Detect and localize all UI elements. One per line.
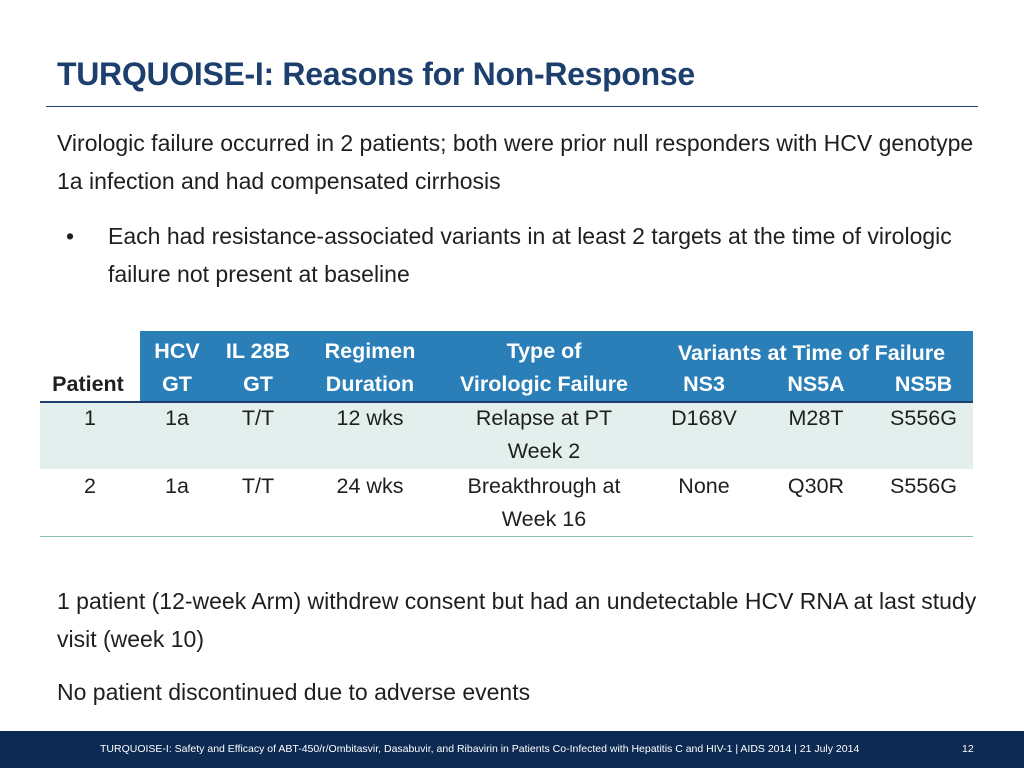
cell-il28b: T/T: [241, 474, 275, 498]
table-bottom-divider: [40, 536, 973, 537]
cell-patient: 1: [84, 406, 96, 430]
header-patient: Patient: [52, 372, 124, 396]
header-variants-group: Variants at Time of Failure: [677, 341, 946, 365]
cell-ns5a: M28T: [788, 406, 844, 430]
cell-duration: 12 wks: [336, 406, 404, 430]
cell-duration: 24 wks: [336, 474, 404, 498]
bullet-text: Each had resistance-associated variants in at least 2 targets at the time of virologic failure not present at baseline: [108, 223, 952, 287]
header-regimen-line1: Regimen: [324, 339, 416, 363]
header-ns5a: NS5A: [787, 372, 845, 396]
cell-hcv-gt: 1a: [165, 406, 189, 430]
cell-ns3: None: [678, 474, 730, 498]
header-hcv-gt-line2: GT: [162, 372, 192, 396]
header-ns5b: NS5B: [894, 372, 953, 396]
cell-ns5b: S556G: [890, 406, 957, 430]
footer-bar: [0, 731, 1024, 768]
bullet-icon: •: [66, 223, 75, 249]
cell-ns5b: S556G: [890, 474, 957, 498]
cell-hcv-gt: 1a: [165, 474, 189, 498]
header-failure-type-line2: Virologic Failure: [459, 372, 629, 396]
paragraph-virologic-failure: Virologic failure occurred in 2 patients; both were prior null responders with HCV genotype 1a infection and had compensated cirrhosis: [57, 130, 974, 194]
cell-failure-type-line1: Relapse at PT: [475, 406, 613, 430]
footer-citation: TURQUOISE-I: Safety and Efficacy of ABT-450/r/Ombitasvir, Dasabuvir, and Ribavirin in Patients Co-Infected with Hepatitis C and HIV-1 | AIDS 2014 | 21 July 2014: [100, 743, 860, 755]
cell-failure-type-line2: Week 2: [507, 439, 581, 463]
title-divider: [46, 106, 978, 107]
page-number: 12: [962, 743, 974, 755]
slide-title: TURQUOISE-I: Reasons for Non-Response: [57, 56, 695, 92]
header-failure-type-line1: Type of: [506, 339, 582, 363]
results-table: [40, 331, 973, 539]
cell-ns3: D168V: [671, 406, 737, 430]
cell-failure-type-line1: Breakthrough at: [467, 474, 621, 498]
header-regimen-line2: Duration: [325, 372, 415, 396]
paragraph-discontinuation: No patient discontinued due to adverse events: [57, 679, 531, 705]
header-ns3: NS3: [683, 372, 725, 396]
paragraph-withdrawal: 1 patient (12-week Arm) withdrew consent but had an undetectable HCV RNA at last study visit (week 10): [57, 588, 977, 652]
cell-patient: 2: [84, 474, 96, 498]
cell-il28b: T/T: [241, 406, 275, 430]
header-il28b-line2: GT: [243, 372, 273, 396]
cell-ns5a: Q30R: [787, 474, 845, 498]
header-hcv-gt-line1: HCV: [154, 339, 200, 363]
cell-failure-type-line2: Week 16: [501, 507, 587, 531]
header-il28b-line1: IL 28B: [225, 339, 291, 363]
